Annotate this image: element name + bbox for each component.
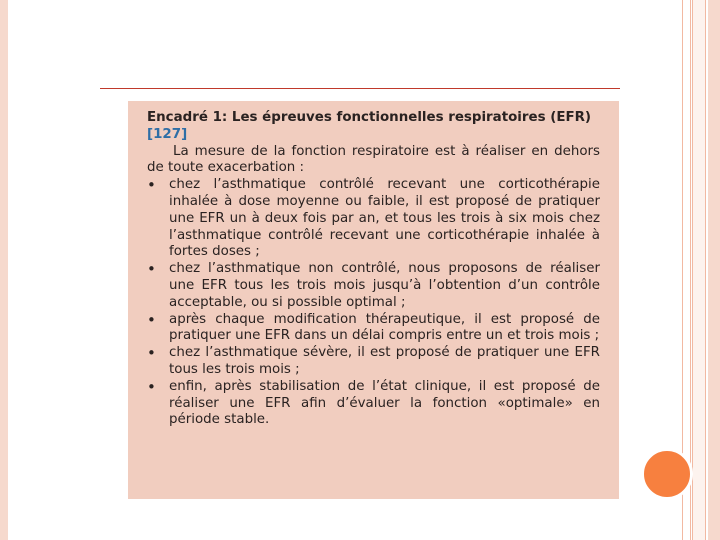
orange-circle-decoration xyxy=(641,448,693,500)
recommendation-list xyxy=(147,177,600,429)
box-title: Encadré 1: Les épreuves fonctionnelles respiratoires (EFR) xyxy=(147,110,592,125)
title-divider-line xyxy=(100,88,620,89)
list-item-text: enfin, après stabilisation de l’état clinique, il est proposé de réaliser une EFR afin d’évaluer la fonction «optimale» en période stable. xyxy=(169,378,600,428)
list-item-text: après chaque modification thérapeutique, il est proposé de pratiquer une EFR dans un délai compris entre un et trois mois ; xyxy=(169,311,600,344)
list-item xyxy=(147,177,600,261)
box-heading xyxy=(147,110,600,144)
text-box-panel xyxy=(128,101,619,499)
list-item-text: chez l’asthmatique non contrôlé, nous proposons de réaliser une EFR tous les trois mois jusqu’à l’obtention d’un contrôle acceptable, ou si possible optimal ; xyxy=(169,261,600,310)
right-decorative-stripe xyxy=(708,0,720,540)
list-item xyxy=(147,345,600,379)
right-decorative-stripe xyxy=(692,0,706,540)
list-item-text: chez l’asthmatique sévère, il est proposé de pratiquer une EFR tous les trois mois ; xyxy=(169,345,600,377)
box-intro: La mesure de la fonction respiratoire est à réaliser en dehors de toute exacerbation : xyxy=(147,143,600,176)
bullet-icon: • xyxy=(147,260,156,279)
bullet-icon: • xyxy=(147,377,156,396)
list-item xyxy=(147,261,600,311)
reference-link[interactable]: [127] xyxy=(147,126,188,142)
bullet-icon: • xyxy=(147,310,156,329)
list-item xyxy=(147,312,600,346)
bullet-icon: • xyxy=(147,344,156,363)
bullet-icon: • xyxy=(147,176,156,195)
list-item xyxy=(147,379,600,429)
left-decorative-border xyxy=(0,0,8,540)
list-item-text: chez l’asthmatique contrôlé recevant une corticothérapie inhalée à dose moyenne ou faible, il est proposé de pratiquer une EFR un à deux fois par an, et tous les trois à six mois chez l’asthmatique contrôlé recevant une corticothérapie inhalée à fortes doses ; xyxy=(169,177,600,260)
